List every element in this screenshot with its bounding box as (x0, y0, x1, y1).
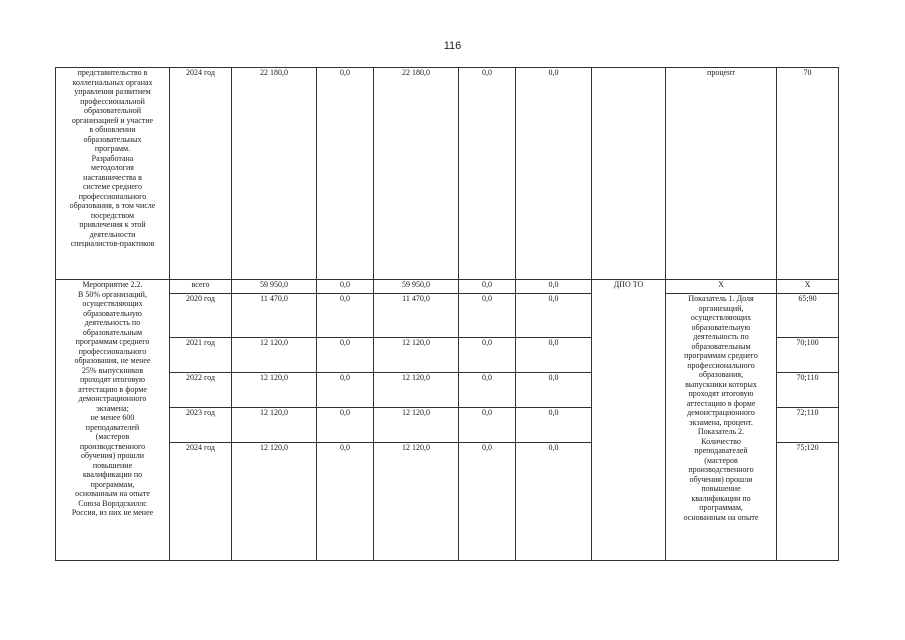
total-funding-cell: 22 180,0 (232, 68, 317, 280)
other-funding-cell: 0,0 (516, 294, 592, 338)
other-funding-cell: 0,0 (516, 443, 592, 561)
other-funding-cell: 0,0 (516, 68, 592, 280)
indicator-unit-cell: процент (666, 68, 777, 280)
year-cell: 2023 год (170, 408, 232, 443)
local-funding-cell: 0,0 (459, 408, 516, 443)
total-funding-cell: 12 120,0 (232, 443, 317, 561)
year-cell: 2022 год (170, 373, 232, 408)
year-cell: всего (170, 280, 232, 294)
indicator-value-cell: 75;120 (777, 443, 839, 561)
indicator-description-cell: Показатель 1. Доля организаций, осуществляющих образовательную деятельность по образовательным программам среднего профессионального образования, выпускники которых проходят итоговую аттестацию в форме демонстрационного экзамена, процент. Показатель 2. Количество преподавателей (мастеров производственного обучения) прошли повышение квалификации по программам, основанным на опыте (666, 294, 777, 561)
year-cell: 2024 год (170, 443, 232, 561)
local-funding-cell: 0,0 (459, 280, 516, 294)
other-funding-cell: 0,0 (516, 280, 592, 294)
regional-funding-cell: 12 120,0 (374, 373, 459, 408)
federal-funding-cell: 0,0 (317, 338, 374, 373)
year-cell: 2024 год (170, 68, 232, 280)
total-funding-cell: 12 120,0 (232, 373, 317, 408)
year-cell: 2020 год (170, 294, 232, 338)
regional-funding-cell: 59 950,0 (374, 280, 459, 294)
local-funding-cell: 0,0 (459, 294, 516, 338)
other-funding-cell: 0,0 (516, 338, 592, 373)
table-row (56, 294, 839, 338)
federal-funding-cell: 0,0 (317, 408, 374, 443)
regional-funding-cell: 12 120,0 (374, 408, 459, 443)
local-funding-cell: 0,0 (459, 443, 516, 561)
federal-funding-cell: 0,0 (317, 280, 374, 294)
total-funding-cell: 12 120,0 (232, 408, 317, 443)
federal-funding-cell: 0,0 (317, 68, 374, 280)
total-funding-cell: 12 120,0 (232, 338, 317, 373)
regional-funding-cell: 11 470,0 (374, 294, 459, 338)
federal-funding-cell: 0,0 (317, 294, 374, 338)
budget-table (55, 67, 839, 561)
measure-description-cell: Мероприятие 2.2. В 50% организаций, осуществляющих образовательную деятельность по образовательным программам среднего профессионального образования, не менее 25% выпускников проходят итоговую аттестацию в форме демонстрационного экзамена; не менее 600 преподавателей (мастеров производственного обучения) прошли повышение квалификации по программам, основанным на опыте Союза Ворлдскиллс Россия, из них не менее (56, 280, 170, 561)
other-funding-cell: 0,0 (516, 408, 592, 443)
indicator-unit-cell: X (666, 280, 777, 294)
indicator-value-cell: 70 (777, 68, 839, 280)
total-funding-cell: 11 470,0 (232, 294, 317, 338)
local-funding-cell: 0,0 (459, 68, 516, 280)
executor-cell (592, 68, 666, 280)
table-row (56, 68, 839, 280)
indicator-value-cell: 70;100 (777, 338, 839, 373)
regional-funding-cell: 12 120,0 (374, 443, 459, 561)
executor-cell: ДПО ТО (592, 280, 666, 561)
indicator-value-cell: 70;110 (777, 373, 839, 408)
indicator-value-cell: X (777, 280, 839, 294)
year-cell: 2021 год (170, 338, 232, 373)
regional-funding-cell: 12 120,0 (374, 338, 459, 373)
total-funding-cell: 59 950,0 (232, 280, 317, 294)
federal-funding-cell: 0,0 (317, 443, 374, 561)
indicator-value-cell: 72;110 (777, 408, 839, 443)
federal-funding-cell: 0,0 (317, 373, 374, 408)
page-number: 116 (443, 40, 462, 52)
measure-description-cell: представительство в коллегиальных органах управления развитием профессиональной образовательной организацией и участие в обновлении образовательных программ. Разработана методология наставничества в системе среднего профессионального образования, в том числе посредством привлечения к этой деятельности специалистов-практиков (56, 68, 170, 280)
table-row (56, 280, 839, 294)
other-funding-cell: 0,0 (516, 373, 592, 408)
indicator-value-cell: 65;90 (777, 294, 839, 338)
regional-funding-cell: 22 180,0 (374, 68, 459, 280)
local-funding-cell: 0,0 (459, 338, 516, 373)
local-funding-cell: 0,0 (459, 373, 516, 408)
